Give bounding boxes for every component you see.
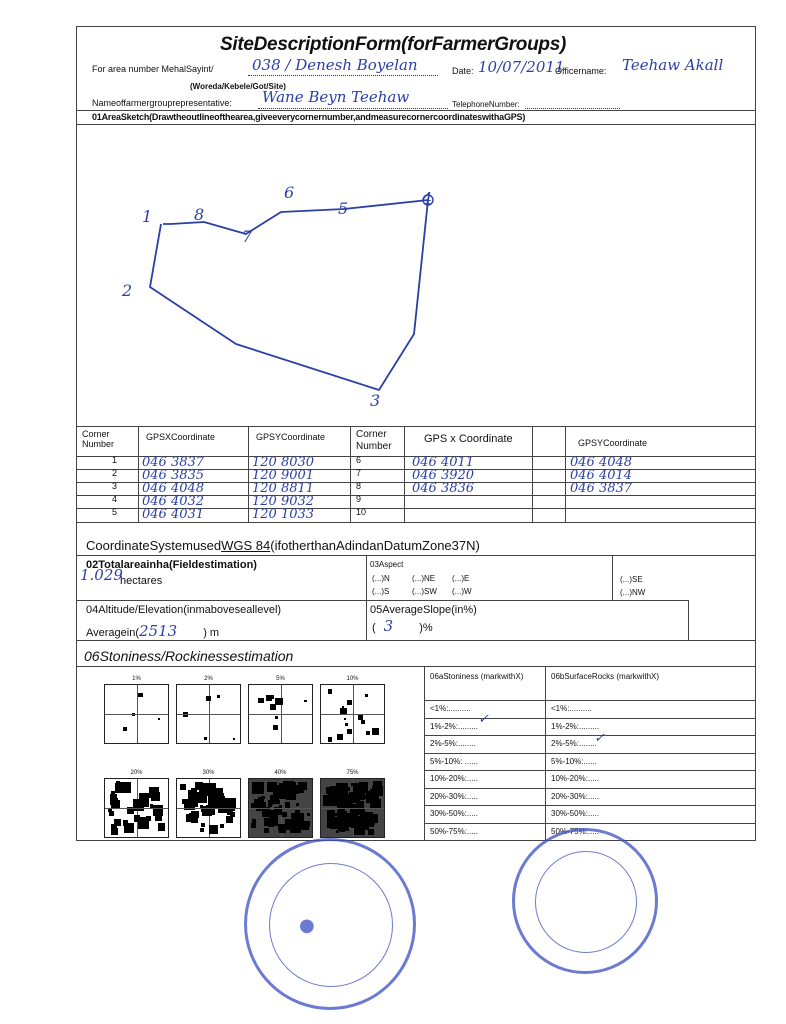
aspect-option-se[interactable]: (...)SE	[620, 575, 643, 584]
stone-mark	[111, 800, 120, 809]
stone-mark	[269, 810, 277, 818]
gps-x-value[interactable]: 046 3835	[142, 468, 205, 483]
stoniness-pattern-box	[104, 684, 169, 744]
divider	[76, 110, 756, 111]
stone-mark	[347, 729, 351, 733]
surface-rocks-row[interactable]: 1%-2%:.........	[551, 721, 600, 731]
divider	[612, 555, 613, 600]
gps-header-y: GPSYCoordinate	[256, 432, 326, 442]
stoniness-pattern-box	[320, 778, 385, 838]
surface-rocks-row[interactable]: 50%-75%:.....	[551, 826, 600, 836]
stone-mark	[345, 723, 348, 726]
stone-mark	[225, 801, 235, 811]
stoniness-pattern-label: 20%	[130, 770, 143, 776]
slope-label: 05AverageSlope(in%)	[370, 604, 477, 616]
area-number-value[interactable]: 038 / Denesh Boyelan	[252, 56, 418, 74]
stone-mark	[116, 781, 120, 785]
surface-rocks-row[interactable]: 10%-20%:.....	[551, 774, 600, 783]
stone-mark	[285, 819, 296, 830]
gps-x-value-2[interactable]: 046 3836	[412, 481, 475, 496]
stone-mark	[204, 737, 207, 740]
area-sketch-heading: 01AreaSketch(Drawtheoutlineofthearea,giveeverycornernumber,andmeasurecornercoordinateswithaGPS)	[92, 112, 526, 122]
stone-mark	[206, 696, 211, 701]
stone-mark	[270, 704, 276, 710]
stone-mark	[251, 803, 257, 809]
stone-mark	[347, 787, 351, 791]
aspect-option-nw[interactable]: (...)NW	[620, 588, 646, 597]
stoniness-pattern-label: 40%	[274, 770, 287, 776]
gps-header-corner-2: Corner Number	[356, 429, 392, 452]
stone-mark	[282, 812, 287, 817]
surface-rocks-row[interactable]: 5%-10%:......	[551, 756, 597, 766]
coordinate-system-label: CoordinateSystemused	[86, 538, 222, 553]
stone-mark	[182, 799, 187, 804]
stoniness-pattern-box	[176, 778, 241, 838]
stone-mark	[251, 823, 256, 828]
slope-suffix: %	[422, 622, 433, 634]
gps-y-value-2[interactable]: 046 4014	[570, 468, 633, 483]
stone-mark	[158, 718, 160, 720]
gps-corner-number: 4	[112, 494, 118, 504]
form-title: SiteDescriptionForm(forFarmerGroups)	[219, 34, 567, 55]
aspect-option-s[interactable]: (...)S	[372, 587, 390, 596]
aspect-option-sw[interactable]: (...)SW	[412, 587, 437, 596]
aspect-label: 03Aspect	[370, 560, 404, 569]
telephone-line[interactable]	[525, 108, 620, 109]
aspect-option-e[interactable]: (...)E	[452, 574, 470, 583]
stone-mark	[153, 805, 163, 815]
sketch-corner-7: 7	[242, 227, 253, 246]
official-stamp-right	[512, 828, 658, 974]
stone-mark	[328, 689, 332, 693]
stone-mark	[283, 781, 294, 792]
stone-mark	[356, 801, 364, 809]
aspect-option-w[interactable]: (...)W	[452, 587, 472, 596]
stone-mark	[111, 828, 118, 835]
sketch-outline	[150, 200, 428, 390]
stone-mark	[138, 693, 142, 697]
surface-rocks-mark[interactable]: ✓	[594, 731, 605, 746]
stone-mark	[347, 700, 351, 704]
stone-mark	[370, 799, 381, 810]
coordinate-system-note: (ifotherthanAdindanDatumZone37N)	[270, 538, 480, 553]
stoniness-row-line	[424, 735, 756, 736]
stoniness-pattern-label: 10%	[346, 676, 359, 682]
sketch-corner-6: 6	[284, 183, 295, 202]
stone-mark	[324, 797, 334, 807]
surface-rocks-row[interactable]: 20%-30%:.....	[551, 791, 600, 801]
stone-mark	[296, 786, 303, 793]
stone-mark	[342, 706, 344, 708]
area-number-line	[248, 75, 438, 76]
stoniness-row-line	[424, 823, 756, 824]
stoniness-row[interactable]: 1%-2%:.........	[430, 721, 479, 731]
stone-mark	[206, 805, 216, 815]
stone-mark	[124, 823, 134, 833]
aspect-option-n[interactable]: (...)N	[372, 574, 390, 583]
stone-mark	[141, 799, 149, 807]
date-value[interactable]: 10/07/2011	[478, 58, 565, 76]
representative-line	[258, 108, 448, 109]
stone-mark	[209, 825, 219, 835]
stoniness-row[interactable]: 20%-30%:.....	[430, 791, 479, 801]
stoniness-row[interactable]: 10%-20%:.....	[430, 774, 479, 783]
gps-y-value[interactable]: 120 9032	[252, 494, 315, 509]
stone-mark	[267, 782, 277, 792]
stone-mark	[365, 694, 368, 697]
stone-mark	[273, 725, 278, 730]
stone-mark	[261, 796, 264, 799]
gps-y-value-2[interactable]: 046 3837	[570, 481, 633, 496]
gps-corner-number-2: 7	[356, 468, 362, 478]
gps-x-value[interactable]: 046 4031	[142, 507, 205, 522]
telephone-label: TelephoneNumber:	[452, 100, 520, 109]
stoniness-pattern-box	[104, 778, 169, 838]
stone-mark	[230, 812, 234, 816]
divider	[76, 666, 756, 667]
stoniness-pattern-box	[320, 684, 385, 744]
stoniness-pattern-label: 1%	[132, 676, 141, 682]
sketch-corner-1: 1	[142, 207, 153, 226]
area-number-sub: (Woreda/Kebele/Got/Site)	[190, 82, 286, 91]
stoniness-col-b: 06bSurfaceRocks (markwithX)	[551, 672, 660, 681]
altitude-field	[86, 622, 219, 640]
stone-mark	[109, 811, 115, 817]
stone-mark	[341, 821, 349, 829]
stone-mark	[158, 823, 165, 830]
gps-y-value[interactable]: 120 9001	[252, 468, 315, 483]
surface-rocks-row[interactable]: 2%-5%:........	[551, 739, 597, 748]
total-area-unit: hectares	[120, 575, 163, 587]
stoniness-row[interactable]: 30%-50%:.....	[430, 809, 479, 818]
slope-value[interactable]: 3	[383, 617, 394, 635]
stone-mark	[191, 788, 195, 792]
stone-mark	[264, 828, 269, 833]
stone-mark	[200, 828, 204, 832]
stone-mark	[354, 823, 365, 834]
stone-mark	[291, 813, 296, 818]
sketch-corner-3: 3	[370, 391, 381, 410]
gps-y-value[interactable]: 120 8030	[252, 455, 315, 470]
stoniness-row[interactable]: 50%-75%:.....	[430, 826, 479, 836]
stone-mark	[233, 738, 235, 740]
stone-mark	[217, 695, 220, 698]
stone-mark	[328, 737, 332, 741]
stone-mark	[111, 791, 115, 795]
stone-mark	[276, 800, 280, 804]
stone-mark	[330, 820, 339, 829]
stoniness-pattern-label: 30%	[202, 770, 215, 776]
stone-mark	[340, 708, 347, 715]
stoniness-row-line	[424, 770, 756, 771]
gps-corner-number-2: 9	[356, 494, 362, 504]
stone-mark	[370, 789, 379, 798]
sketch-corner-2: 2	[122, 281, 133, 300]
stoniness-row-line	[424, 788, 756, 789]
date-label: Date:	[452, 66, 474, 76]
stone-mark	[285, 802, 290, 807]
stone-mark	[220, 824, 224, 828]
stone-mark	[364, 789, 368, 793]
stone-mark	[336, 830, 339, 833]
gps-corner-number: 5	[112, 507, 118, 517]
stone-mark	[268, 800, 273, 805]
stoniness-pattern-box	[248, 684, 313, 744]
altitude-suffix: ) m	[203, 627, 220, 639]
stone-mark	[296, 803, 299, 806]
coordinate-system	[86, 538, 480, 553]
gps-y-value-2[interactable]: 046 4048	[570, 455, 633, 470]
representative-label: Nameoffarmergrouprepresentative:	[92, 98, 232, 108]
stone-mark	[196, 792, 207, 803]
stone-mark	[364, 795, 368, 799]
stoniness-row[interactable]: 5%-10%: ......	[430, 756, 479, 766]
stone-mark	[269, 695, 274, 700]
stone-mark	[252, 782, 264, 794]
stone-mark	[366, 731, 369, 734]
stoniness-col-a: 06aStoniness (markwithX)	[430, 672, 524, 681]
area-number-label: For area number MehalSayint/	[92, 64, 214, 74]
stone-mark	[138, 817, 150, 829]
stoniness-row-line	[424, 805, 756, 806]
stone-mark	[337, 734, 343, 740]
surface-rocks-row[interactable]: <1%:..........	[551, 704, 592, 713]
sketch-corner-4: 4	[422, 189, 433, 208]
gps-corner-number-2: 8	[356, 481, 362, 491]
stoniness-pattern-box	[176, 684, 241, 744]
stone-mark	[304, 700, 306, 702]
area-sketch	[76, 124, 756, 426]
stone-mark	[180, 784, 186, 790]
stoniness-row-line	[424, 718, 756, 719]
stone-mark	[361, 720, 365, 724]
altitude-label: 04Altitude/Elevation(inmaboveseallevel)	[86, 604, 282, 616]
stone-mark	[295, 810, 300, 815]
stone-mark	[264, 818, 271, 825]
stone-mark	[252, 819, 256, 823]
stone-mark	[340, 814, 344, 818]
coordinate-system-value[interactable]: WGS 84	[221, 538, 271, 553]
surface-rocks-row[interactable]: 30%-50%:.....	[551, 809, 600, 818]
gps-corner-number-2: 10	[356, 507, 367, 517]
gps-corner-number: 1	[112, 455, 118, 465]
stone-mark	[183, 712, 188, 717]
altitude-prefix: Averagein(	[86, 627, 139, 639]
officer-value[interactable]: Teehaw Akall	[622, 56, 724, 74]
gps-x-value[interactable]: 046 4032	[142, 494, 205, 509]
official-stamp-left: ●	[244, 838, 416, 1010]
stone-mark	[123, 727, 127, 731]
stoniness-pattern-label: 2%	[204, 676, 213, 682]
stoniness-row[interactable]: <1%:..........	[430, 704, 471, 713]
stoniness-pattern-label: 5%	[276, 676, 285, 682]
stoniness-row-line	[424, 753, 756, 754]
gps-corner-number-2: 6	[356, 455, 362, 465]
sketch-corner-5: 5	[338, 199, 349, 218]
stone-mark	[344, 718, 346, 720]
gps-y-value[interactable]: 120 1033	[252, 507, 315, 522]
stone-mark	[271, 819, 278, 826]
divider	[76, 555, 756, 556]
gps-header-x: GPSXCoordinate	[146, 432, 216, 442]
divider	[366, 555, 367, 640]
stoniness-heading: 06Stoniness/Rockinessestimation	[84, 648, 294, 664]
aspect-option-ne[interactable]: (...)NE	[412, 574, 436, 583]
divider	[76, 640, 756, 641]
stoniness-pattern-box	[248, 778, 313, 838]
stone-mark	[372, 728, 379, 735]
divider	[688, 600, 689, 640]
gps-header-y-2: GPSYCoordinate	[578, 438, 648, 448]
gps-x-value[interactable]: 046 4048	[142, 481, 205, 496]
gps-header-corner: Corner Number	[82, 429, 115, 449]
stone-mark	[338, 788, 346, 796]
stone-mark	[149, 787, 159, 797]
stone-mark	[358, 714, 364, 720]
sketch-corner-8: 8	[194, 205, 205, 224]
gps-y-value[interactable]: 120 8811	[252, 481, 315, 496]
representative-value[interactable]: Wane Beyn Teehaw	[262, 88, 410, 106]
stone-mark	[275, 716, 278, 719]
stone-mark	[276, 698, 282, 704]
stone-mark	[280, 793, 284, 797]
stoniness-pattern-label: 75%	[346, 770, 359, 776]
altitude-value[interactable]: 2513	[139, 622, 178, 640]
stone-mark	[186, 814, 194, 822]
stone-mark	[307, 813, 310, 816]
divider	[76, 600, 688, 601]
gps-x-value-2[interactable]: 046 3920	[412, 468, 475, 483]
gps-corner-number: 3	[112, 481, 118, 491]
gps-x-value-2[interactable]: 046 4011	[412, 455, 475, 470]
total-area-label: 02Totalareainha(Fieldestimation)	[86, 559, 257, 571]
stone-mark	[368, 829, 374, 835]
slope-field: ( 3 )%	[372, 617, 433, 635]
stone-mark	[201, 823, 205, 827]
gps-corner-number: 2	[112, 468, 118, 478]
total-area-value[interactable]: 1.029	[80, 566, 123, 584]
stone-mark	[258, 698, 263, 703]
stone-mark	[132, 713, 135, 716]
gps-x-value[interactable]: 046 3837	[142, 455, 205, 470]
stone-mark	[362, 815, 371, 824]
officer-label: Officername:	[555, 66, 607, 76]
gps-header-x-2: GPS x Coordinate	[424, 433, 513, 445]
stoniness-row[interactable]: 2%-5%:........	[430, 739, 476, 748]
stoniness-mark[interactable]: ✓	[478, 712, 489, 727]
